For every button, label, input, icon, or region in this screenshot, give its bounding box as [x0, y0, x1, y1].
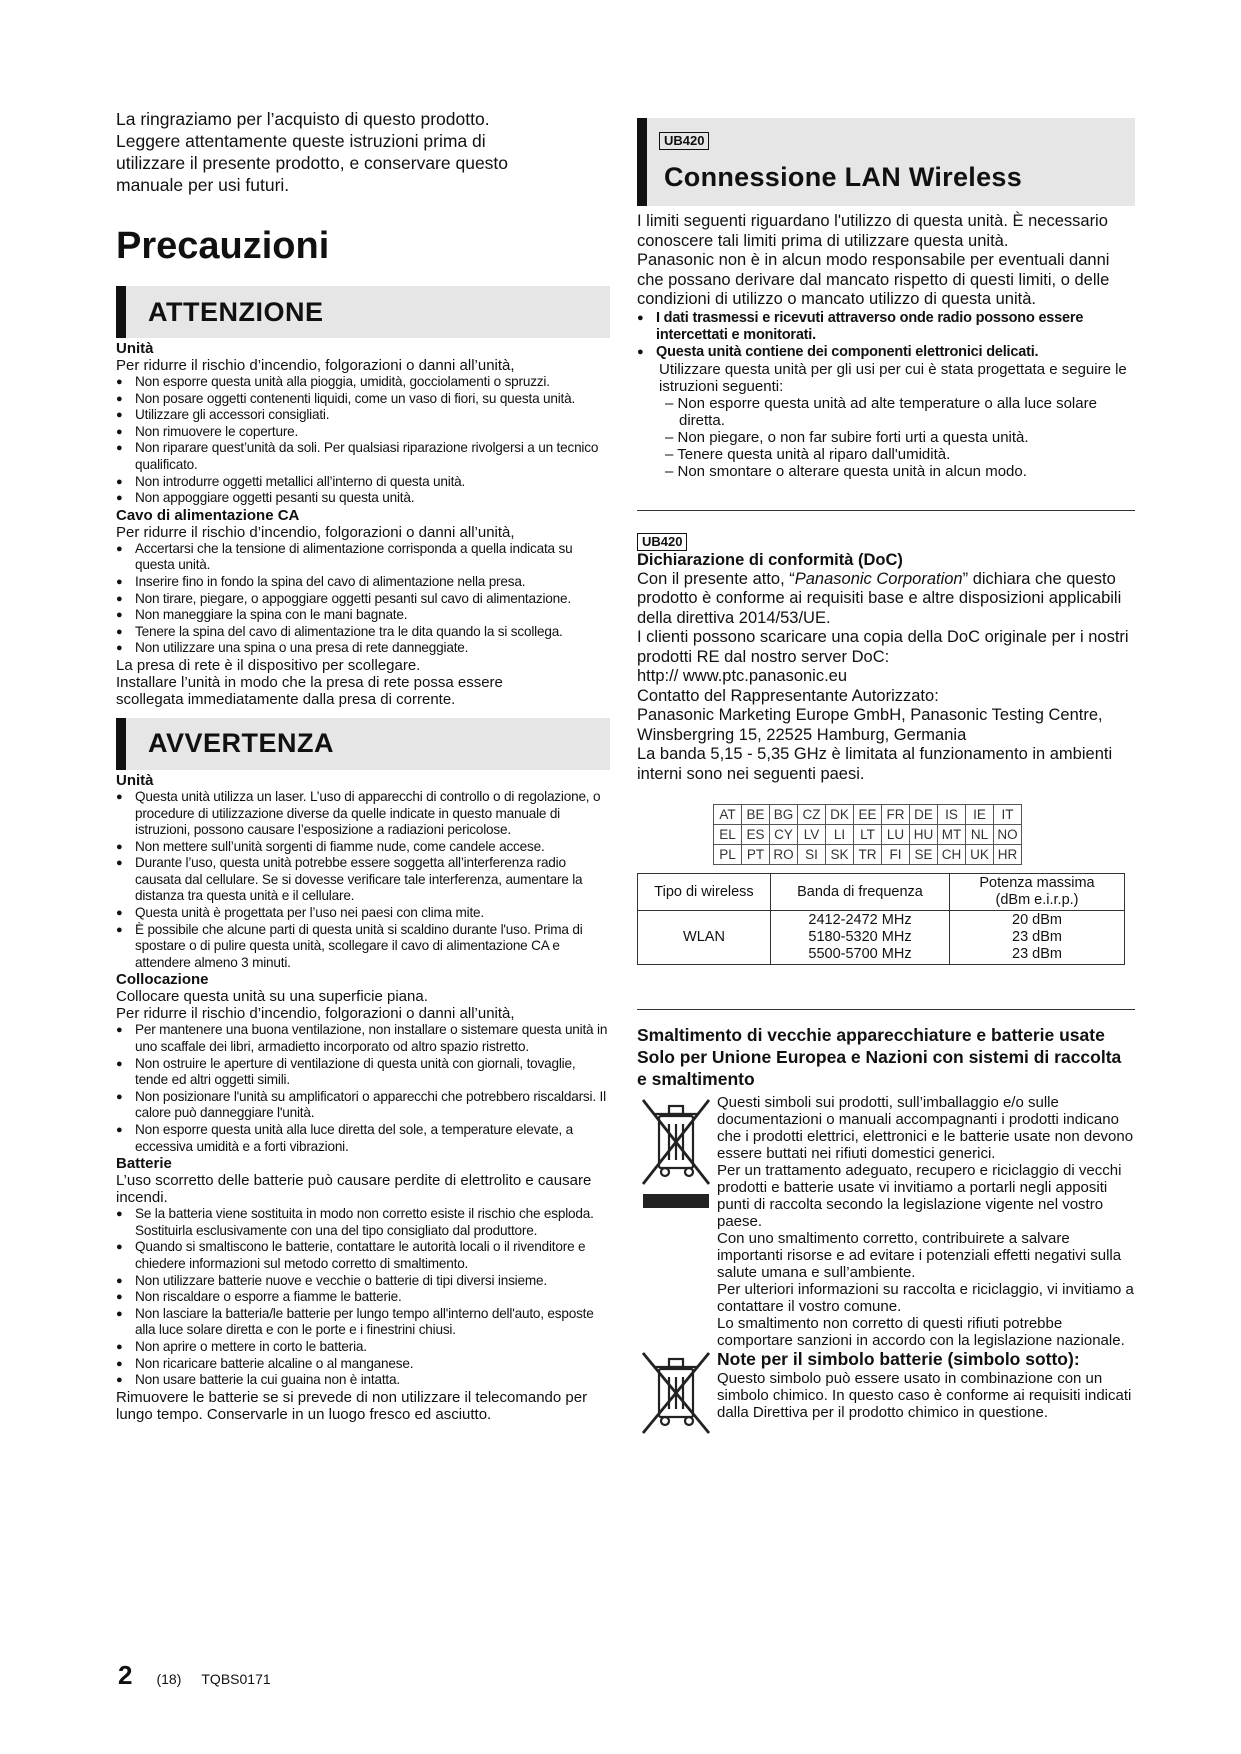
list-item: ● Non esporre questa unità alla luce diretta del sole, a temperature elevate, a eccessiva umidità e a forti vibrazioni. — [116, 1122, 610, 1155]
list-item: ● Questa unità è progettata per l’uso nei paesi con clima mite. — [116, 905, 610, 922]
country-cell: TR — [854, 845, 882, 865]
list-item: ● Inserire fino in fondo la spina del cavo di alimentazione nella presa. — [116, 574, 610, 591]
avvertenza-label: AVVERTENZA — [148, 728, 335, 759]
country-cell: UK — [966, 845, 994, 865]
header-bar — [116, 286, 126, 338]
list-item: ● Non posizionare l'unità su amplificatori o apparecchi che potrebbero riscaldarsi. Il calore può danneggiare l'unità. — [116, 1089, 610, 1122]
table-row — [638, 874, 1125, 911]
attenzione-unita-lead: Per ridurre il rischio d’incendio, folgorazioni o danni all’unità, — [116, 357, 515, 374]
crossed-bin-battery-icon — [637, 1349, 713, 1435]
country-cell: IS — [938, 805, 966, 825]
country-cell: FI — [882, 845, 910, 865]
lan-title: Connessione LAN Wireless — [664, 162, 1023, 192]
battery-note-title: Note per il simbolo batterie (simbolo sotto): — [717, 1349, 1080, 1369]
attenzione-label: ATTENZIONE — [148, 296, 324, 327]
country-cell: HR — [994, 845, 1022, 865]
band-value: 5500-5700 MHz — [808, 946, 912, 962]
battery-icon-column — [637, 1349, 717, 1440]
list-item: ● Per mantenere una buona ventilazione, non installare o sistemare questa unità in uno scaffale dei libri, armadietto incorporato od altro spazio ristretto. — [116, 1022, 610, 1055]
collocazione-lead: Collocare questa unità su una superficie piana. — [116, 988, 428, 1006]
lan-list — [637, 310, 1135, 361]
doc-code: TQBS0171 — [201, 1671, 271, 1687]
header-bar — [637, 118, 647, 206]
weee-text — [717, 1094, 1135, 1349]
country-cell: SI — [798, 845, 826, 865]
list-item: ● I dati trasmessi e ricevuti attraverso onde radio possono essere intercettati e monitorati. — [637, 310, 1135, 344]
list-item: ● Tenere la spina del cavo di alimentazione tra le dita quando la si scollega. — [116, 624, 610, 641]
avvertenza-unita-list — [116, 789, 610, 972]
batterie-lead: L’uso scorretto delle batterie può causare perdite di elettrolito e causare incendi. — [116, 1172, 592, 1207]
country-cell: IT — [994, 805, 1022, 825]
country-cell: AT — [714, 805, 742, 825]
country-cell: CY — [770, 825, 798, 845]
country-cell: FR — [882, 805, 910, 825]
list-item: ● Non utilizzare una spina o una presa di rete danneggiate. — [116, 640, 610, 657]
doc-title: Dichiarazione di conformità (DoC) — [637, 550, 903, 569]
crossed-bin-icon — [637, 1094, 713, 1214]
weee-icon-column — [637, 1094, 717, 1349]
doc-declaration-b: ” dichiara che questo prodotto è conforme ai requisiti base e altre disposizioni applicabili della direttiva 2014/53/UE. — [637, 569, 1122, 627]
list-item: ● Non riscaldare o esporre a fiamme le batterie. — [116, 1289, 610, 1306]
cavo-note-line: La presa di rete è il dispositivo per scollegare. — [116, 656, 421, 674]
country-cell: DK — [826, 805, 854, 825]
country-cell: NL — [966, 825, 994, 845]
list-item: ● Non esporre questa unità alla pioggia, umidità, gocciolamenti o spruzzi. — [116, 374, 610, 391]
attenzione-unita-title: Unità — [116, 340, 154, 357]
country-cell: RO — [770, 845, 798, 865]
left-column — [116, 108, 610, 1423]
list-item: ● Quando si smaltiscono le batterie, contattare le autorità locali o il rivenditore e chiedere informazioni sul metodo corretto di smaltimento. — [116, 1239, 610, 1272]
frequency-table — [637, 873, 1125, 965]
table-row — [714, 825, 1022, 845]
country-cell: LV — [798, 825, 826, 845]
weee-para: Per un trattamento adeguato, recupero e riciclaggio di vecchi prodotti e batterie usate vi invitiamo a portarli negli appositi punti di raccolta secondo la legislazione vigente nel vostro paese. — [717, 1162, 1122, 1230]
country-cell: LI — [826, 825, 854, 845]
country-cell: BE — [742, 805, 770, 825]
country-cell: SK — [826, 845, 854, 865]
attenzione-header — [116, 286, 610, 338]
page-title: Precauzioni — [116, 225, 330, 267]
batterie-note: Rimuovere le batterie se si prevede di non utilizzare il telecomando per lungo tempo. Conservarle in un luogo fresco ed asciutto. — [116, 1388, 588, 1423]
country-cell: IE — [966, 805, 994, 825]
list-item: ● Utilizzare gli accessori consigliati. — [116, 407, 610, 424]
lan-intro: I limiti seguenti riguardano l'utilizzo di questa unità. È necessario conoscere tali limiti prima di utilizzare questa unità. — [637, 212, 1108, 250]
lan-usage: Utilizzare questa unità per gli usi per cui è stata progettata e seguire le istruzioni seguenti: — [659, 360, 1127, 395]
list-item: ● Non ricaricare batterie alcaline o al manganese. — [116, 1356, 610, 1373]
power-value: 23 dBm — [1012, 946, 1062, 962]
list-item: ● Non rimuovere le coperture. — [116, 424, 610, 441]
doc-url: http:// www.ptc.panasonic.eu — [637, 667, 848, 685]
doc-download: I clienti possono scaricare una copia della DoC originale per i nostri prodotti RE dal nostro server DoC: — [637, 628, 1129, 666]
intro-text — [116, 108, 610, 196]
header-bar — [116, 718, 126, 770]
table-row — [714, 845, 1022, 865]
list-item: ● Non lasciare la batteria/le batterie per lungo tempo all'interno dell'auto, esposte alla luce solare diretta e con le porte e i finestrini chiusi. — [116, 1306, 610, 1339]
battery-note-body: Questo simbolo può essere usato in combinazione con un simbolo chimico. In questo caso è conforme ai requisiti indicati dalla Direttiva per il prodotto chimico in questione. — [717, 1370, 1132, 1421]
weee-para: Con uno smaltimento corretto, contribuirete a salvare importanti risorse e ad evitare i potenziali effetti negativi sulla salute umana e sull’ambiente. — [717, 1230, 1122, 1281]
country-cell: HU — [910, 825, 938, 845]
list-item: ● Non appoggiare oggetti pesanti su questa unità. — [116, 490, 610, 507]
table-row — [714, 805, 1022, 825]
page-number: 2 — [118, 1660, 133, 1690]
table-row — [638, 911, 1125, 965]
list-item: ● Non aprire o mettere in corto le batteria. — [116, 1339, 610, 1356]
doc-band-note: La banda 5,15 - 5,35 GHz è limitata al funzionamento in ambienti interni sono nei seguenti paesi. — [637, 745, 1113, 783]
band-value: 2412-2472 MHz — [808, 912, 912, 928]
cavo-note-line: scollegata immediatamente dalla presa di corrente. — [116, 690, 456, 708]
band-value: 5180-5320 MHz — [808, 929, 912, 945]
collocazione-title: Collocazione — [116, 971, 209, 989]
country-cell: MT — [938, 825, 966, 845]
attenzione-unita-list — [116, 374, 610, 507]
doc-declaration — [637, 570, 1135, 629]
country-cell: NO — [994, 825, 1022, 845]
type-cell: WLAN — [638, 911, 771, 965]
power-header-line: (dBm e.i.r.p.) — [995, 892, 1079, 908]
model-tag: UB420 — [659, 132, 709, 150]
power-cell — [950, 911, 1125, 965]
lan-disclaimer: Panasonic non è in alcun modo responsabile per eventuali danni che possano derivare dal mancato rispetto di questi limiti, o delle condizioni di utilizzo o mancato utilizzo di questa unità. — [637, 251, 1110, 308]
band-cell — [771, 911, 950, 965]
list-item: ● Durante l’uso, questa unità potrebbe essere soggetta all’interferenza radio causata dal cellulare. Se si dovesse verificare tale interferenza, aumentare la distanza tra questa unità e il cellulare. — [116, 855, 610, 905]
country-cell: ES — [742, 825, 770, 845]
country-cell: PL — [714, 845, 742, 865]
cavo-title: Cavo di alimentazione CA — [116, 506, 300, 524]
weee-para: Per ulteriori informazioni su raccolta e riciclaggio, vi invitiamo a contattare il vostro comune. — [717, 1281, 1134, 1315]
doc-declaration-a: Con il presente atto, “ — [637, 569, 795, 588]
lan-dash-item: – Non smontare o alterare questa unità in alcun modo. — [665, 462, 1027, 480]
cavo-list — [116, 541, 610, 657]
header-cell: Banda di frequenza — [771, 874, 950, 911]
intro-line: manuale per usi futuri. — [116, 175, 290, 195]
weee-para: Lo smaltimento non corretto di questi rifiuti potrebbe comportare sanzioni in accordo con la legislazione nazionale. — [717, 1315, 1125, 1349]
intro-line: Leggere attentamente queste istruzioni prima di — [116, 131, 486, 151]
avvertenza-header — [116, 718, 610, 770]
header-cell — [950, 874, 1125, 911]
list-item: ● Non posare oggetti contenenti liquidi, come un vaso di fiori, su questa unità. — [116, 391, 610, 408]
list-item: ● Non introdurre oggetti metallici all’interno di questa unità. — [116, 474, 610, 491]
avvertenza-unita-title: Unità — [116, 771, 154, 789]
collocazione-lead: Per ridurre il rischio d’incendio, folgorazioni o danni all’unità, — [116, 1005, 515, 1023]
weee-block — [637, 1094, 1135, 1349]
country-cell: CZ — [798, 805, 826, 825]
doc-contact-address: Panasonic Marketing Europe GmbH, Panasonic Testing Centre, Winsbergring 15, 22525 Hamburg, Germania — [637, 706, 1103, 744]
intro-line: La ringraziamo per l’acquisto di questo prodotto. — [116, 109, 490, 129]
list-item: ● Non riparare quest’unità da soli. Per qualsiasi riparazione rivolgersi a un tecnico qualificato. — [116, 440, 610, 473]
list-item: ● Non ostruire le aperture di ventilazione di questa unità con giornali, tovaglie, tende ed altri oggetti simili. — [116, 1056, 610, 1089]
battery-note-block — [637, 1349, 1135, 1440]
list-item: ● Non tirare, piegare, o appoggiare oggetti pesanti sul cavo di alimentazione. — [116, 591, 610, 608]
power-value: 23 dBm — [1012, 929, 1062, 945]
list-item: ● Se la batteria viene sostituita in modo non corretto esiste il rischio che esploda. Sostituirla esclusivamente con una del tipo consigliato dal produttore. — [116, 1206, 610, 1239]
list-item: ● Questa unità utilizza un laser. L’uso di apparecchi di controllo o di regolazione, o procedure di utilizzazione diverse da quelle indicate in questo manuale di istruzioni, possono causare l’esposizione a radiazioni pericolose. — [116, 789, 610, 839]
list-item: ● Questa unità contiene dei componenti elettronici delicati. — [637, 344, 1135, 361]
list-item: ● Non utilizzare batterie nuove e vecchie o batterie di tipi diversi insieme. — [116, 1273, 610, 1290]
header-cell: Tipo di wireless — [638, 874, 771, 911]
country-cell: LT — [854, 825, 882, 845]
country-cell: PT — [742, 845, 770, 865]
list-item: ● È possibile che alcune parti di questa unità si scaldino durante l'uso. Prima di spostare o di pulire questa unità, scollegare il cavo di alimentazione CA e attendere almeno 3 minuti. — [116, 922, 610, 972]
page-footer — [118, 1660, 291, 1691]
lan-dash-item: – Non piegare, o non far subire forti urti a questa unità. — [665, 428, 1029, 446]
intro-line: utilizzare il presente prodotto, e conservare questo — [116, 153, 509, 173]
batterie-list — [116, 1206, 610, 1389]
collocazione-list — [116, 1022, 610, 1155]
right-column — [637, 118, 1135, 1440]
model-tag: UB420 — [637, 533, 687, 551]
batterie-title: Batterie — [116, 1155, 172, 1173]
list-item: ● Non mettere sull’unità sorgenti di fiamme nude, come candele accese. — [116, 839, 610, 856]
country-cell: LU — [882, 825, 910, 845]
country-table — [713, 804, 1022, 865]
lan-header — [637, 118, 1135, 206]
country-cell: SE — [910, 845, 938, 865]
doc-company: Panasonic Corporation — [794, 569, 963, 588]
power-header-line: Potenza massima — [979, 875, 1095, 891]
country-cell: EE — [854, 805, 882, 825]
power-value: 20 dBm — [1012, 912, 1062, 928]
country-cell: CH — [938, 845, 966, 865]
lan-dash-item: – Tenere questa unità al riparo dall'umidità. — [665, 445, 951, 463]
weee-title: Smaltimento di vecchie apparecchiature e batterie usate — [637, 1025, 1105, 1045]
page-ref: (18) — [156, 1671, 182, 1687]
country-cell: BG — [770, 805, 798, 825]
country-cell: DE — [910, 805, 938, 825]
weee-subtitle: Solo per Unione Europea e Nazioni con sistemi di raccolta e smaltimento — [637, 1047, 1122, 1089]
doc-contact-label: Contatto del Rappresentante Autorizzato: — [637, 686, 939, 705]
weee-para: Questi simboli sui prodotti, sull’imballaggio e/o sulle documentazioni o manuali accompagnanti i prodotti indicano che i prodotti elettrici, elettronici e le batterie usate non devono essere buttati nei rifiuti domestici generici. — [717, 1094, 1134, 1162]
cavo-note-line: Installare l’unità in modo che la presa di rete possa essere — [116, 673, 503, 691]
battery-note-text — [717, 1349, 1135, 1440]
lan-dash-item: – Non esporre questa unità ad alte temperature o alla luce solare diretta. — [665, 394, 1097, 429]
list-item: ● Non usare batterie la cui guaina non è intatta. — [116, 1372, 610, 1389]
country-cell: EL — [714, 825, 742, 845]
list-item: ● Accertarsi che la tensione di alimentazione corrisponda a quella indicata su questa unità. — [116, 541, 610, 574]
cavo-lead: Per ridurre il rischio d’incendio, folgorazioni o danni all’unità, — [116, 523, 515, 541]
list-item: ● Non maneggiare la spina con le mani bagnate. — [116, 607, 610, 624]
